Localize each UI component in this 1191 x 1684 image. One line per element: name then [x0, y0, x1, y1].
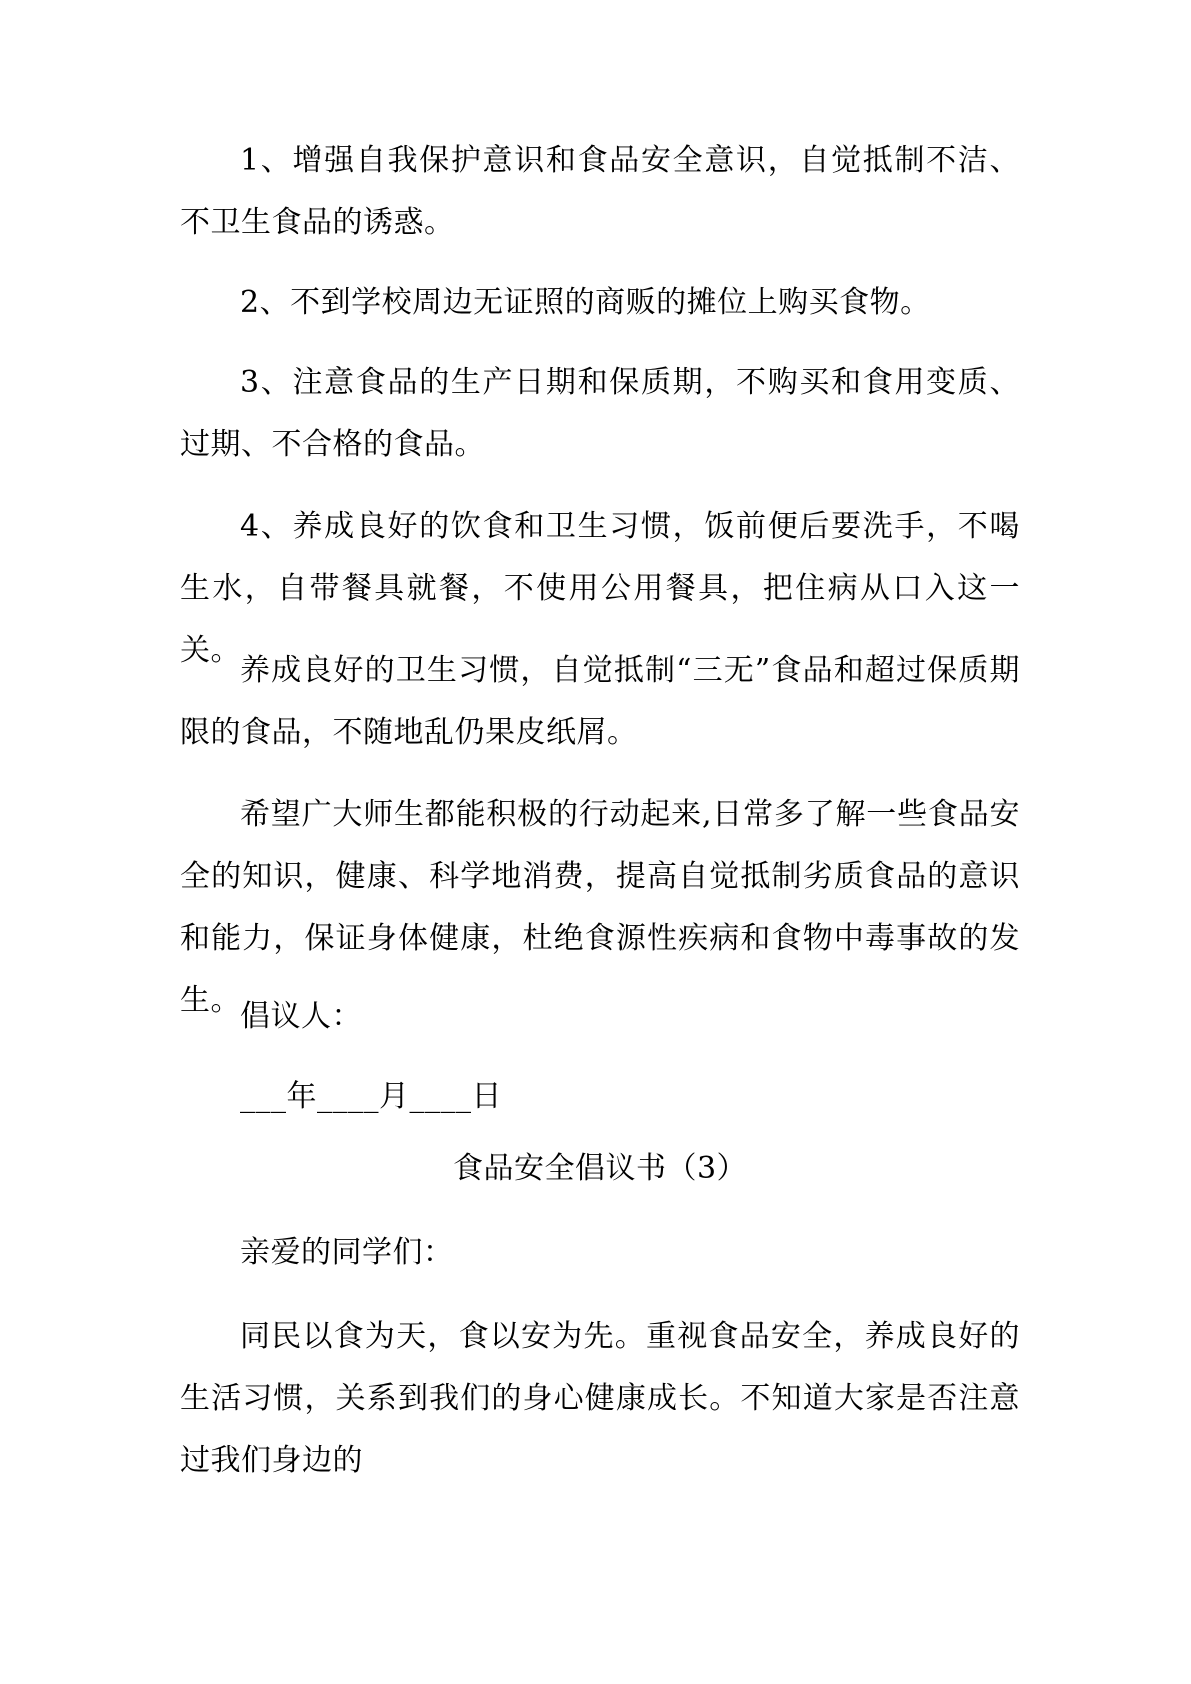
paragraph-item-3: 3、注意食品的生产日期和保质期，不购买和食用变质、过期、不合格的食品。 — [180, 365, 1020, 462]
paragraph-hygiene: 养成良好的卫生习惯，自觉抵制“三无”食品和超过保质期限的食品，不随地乱仍果皮纸屑。 — [180, 653, 1020, 750]
paragraph-item-1: 1、增强自我保护意识和食品安全意识，自觉抵制不洁、不卫生食品的诱惑。 — [180, 143, 1020, 240]
paragraph-item-4: 4、养成良好的饮食和卫生习惯，饭前便后要洗手，不喝生水，自带餐具就餐，不使用公用餐具，把住病从口入这一关。 — [180, 509, 1020, 668]
salutation: 亲爱的同学们： — [240, 1235, 454, 1270]
paragraph-call-to-action: 希望广大师生都能积极的行动起来,日常多了解一些食品安全的知识，健康、科学地消费，提高自觉抵制劣质食品的意识和能力，保证身体健康，杜绝食源性疾病和食物中毒事故的发生。 — [180, 797, 1020, 1018]
date-line: ___年____月____日 — [240, 1079, 502, 1114]
body-paragraph: 同民以食为天，食以安为先。重视食品安全，养成良好的生活习惯，关系到我们的身心健康成长。不知道大家是否注意过我们身边的 — [180, 1319, 1020, 1478]
paragraph-item-2: 2、不到学校周边无证照的商贩的摊位上购买食物。 — [240, 285, 931, 320]
section-title: 食品安全倡议书（3） — [452, 1151, 748, 1186]
initiator-label: 倡议人： — [240, 999, 362, 1034]
